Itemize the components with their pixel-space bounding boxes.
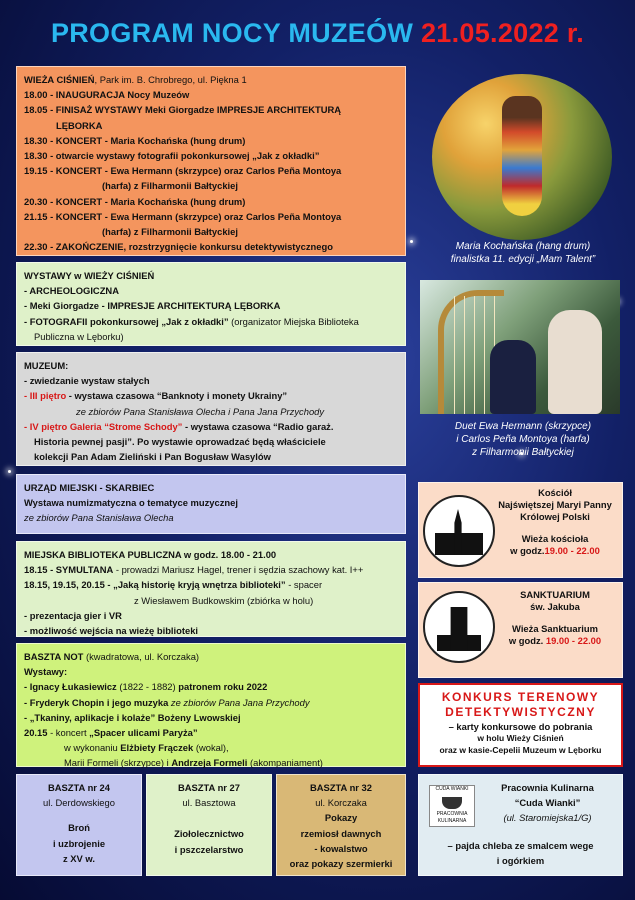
program-line: (harfa) z Filharmonii Bałtyckiej	[102, 226, 238, 238]
water-tower-program-box	[16, 66, 406, 256]
bastion-line: i pszczelarstwo	[174, 843, 244, 855]
concert-note: (wokal),	[193, 742, 229, 754]
box-heading: BASZTA NOT	[24, 651, 84, 662]
collection-note: ze zbiorów Pana Jana Przychody	[168, 696, 310, 708]
box-heading: URZĄD MIEJSKI - SKARBIEC	[24, 482, 155, 493]
exhibition-note: (organizator Miejska Biblioteka	[228, 315, 359, 327]
contest-title: DETEKTYWISTYCZNY	[445, 705, 596, 719]
exhibition-line: - Ignacy Łukasiewicz	[24, 681, 117, 693]
caption-line: Duet Ewa Hermann (skrzypce)	[454, 421, 592, 432]
water-tower-exhibitions-box	[16, 262, 406, 346]
baszta-32-box	[276, 774, 406, 876]
cuda-wianki-logo: CUDA WIANKI PRACOWNIA KULINARNA	[429, 785, 475, 827]
program-line: (harfa) z Filharmonii Bałtyckiej	[102, 180, 238, 192]
box-location: ul. Derdowskiego	[43, 797, 115, 809]
floor-label: - IV piętro Galeria “Strome Schody”	[24, 420, 183, 432]
bastion-line: Pokazy	[324, 812, 358, 824]
program-line: 18.05 - FINISAŻ WYSTAWY Meki Giorgadze IMPRESJE ARCHITEKTURĄ	[24, 104, 342, 116]
museum-line: Historia pewnej pasji”. Po wystawie oprowadzać będą właściciele	[34, 436, 326, 448]
page-title	[0, 18, 635, 49]
workshop-offer: – pajda chleba ze smalcem wege	[447, 839, 594, 851]
church-name: Kościół	[538, 487, 572, 498]
program-line: 19.15 - KONCERT - Ewa Hermann (skrzypce) oraz Carlos Peña Montoya	[24, 165, 342, 177]
box-location: ul. Basztowa	[182, 797, 236, 809]
town-hall-treasury-box	[16, 474, 406, 534]
box-heading: MUZEUM:	[24, 360, 69, 371]
museum-line: - zwiedzanie wystaw stałych	[24, 375, 150, 387]
program-line: 20.30 - KONCERT - Maria Kochańska (hung drum)	[24, 195, 246, 207]
maria-kochanska-photo	[432, 74, 612, 240]
sanctuary-box	[418, 582, 623, 678]
bastion-line: z XV w.	[63, 852, 95, 864]
baszta-24-box	[16, 774, 142, 876]
box-heading: BASZTA nr 24	[48, 782, 110, 793]
workshop-offer: i ogórkiem	[496, 854, 545, 866]
church-name: Królowej Polski	[520, 511, 590, 522]
collection-note: ze zbiorów Pana Stanisława Olecha i Pana Jana Przychody	[76, 405, 325, 417]
performer-figure	[502, 96, 542, 216]
photo-caption	[418, 420, 628, 459]
contest-info: oraz w kasie-Cepelii Muzeum w Lęborku	[439, 744, 602, 755]
performer-name: Elżbiety Frączek	[120, 742, 194, 754]
exhibition-note: Publiczna w Lęborku)	[34, 330, 124, 342]
box-heading: BASZTA nr 27	[178, 782, 240, 793]
box-location: (kwadratowa, ul. Korczaka)	[83, 651, 200, 662]
workshop-name: Pracownia Kulinarna	[501, 782, 594, 793]
contest-info: – karty konkursowe do pobrania	[448, 721, 593, 732]
exhibition-note: (1822 - 1882)	[116, 681, 179, 693]
hours-label: w godz.	[508, 635, 546, 646]
harpist-figure	[490, 340, 536, 414]
contest-title: KONKURS TERENOWY	[441, 690, 600, 704]
tower-label: Wieża kościoła	[521, 533, 589, 544]
program-line: 18.30 - otwarcie wystawy fotografii pokonkursowej „Jak z okładki”	[24, 150, 320, 162]
sanctuary-name: SANKTUARIUM	[520, 589, 590, 600]
program-line: LĘBORKA	[56, 119, 103, 131]
exhibition-line: - „Tkaniny, aplikacje i kolaże”	[24, 711, 156, 723]
program-line: 18.00 - INAUGURACJA Nocy Muzeów	[24, 89, 190, 101]
title-text: PROGRAM NOCY MUZEÓW	[50, 18, 414, 48]
hours-value: 19.00 - 22.00	[545, 635, 602, 646]
sanctuary-name: św. Jakuba	[530, 601, 580, 612]
baszta-not-box	[16, 643, 406, 767]
bastion-line: Ziołolecznictwo	[174, 828, 244, 840]
box-heading: WYSTAWY w WIEŻY CIŚNIEŃ	[24, 270, 155, 281]
museum-line: kolekcji Pan Adam Zieliński i Pan Bogusław Wasylów	[34, 451, 271, 463]
sanctuary-tower-icon	[423, 591, 495, 663]
violinist-figure	[548, 310, 602, 414]
box-location: , Park im. B. Chrobrego, ul. Piękna 1	[94, 74, 247, 85]
detective-contest-box	[418, 683, 623, 767]
workshop-name: “Cuda Wianki”	[514, 797, 581, 809]
floor-label: - III piętro	[24, 390, 67, 402]
library-note: - prowadzi Mariusz Hagel, trener i sędzia szachowy kat. I++	[113, 564, 364, 576]
box-location: ul. Korczaka	[315, 797, 367, 809]
library-line: 18.15 - SYMULTANA	[24, 564, 114, 576]
church-icon	[423, 495, 495, 567]
caption-line: z Filharmonii Bałtyckiej	[472, 447, 574, 458]
exhibition-line: - ARCHEOLOGICZNA	[24, 285, 119, 297]
box-heading: WIEŻA CIŚNIEŃ	[24, 74, 95, 85]
treasury-line: Wystawa numizmatyczna o tematyce muzycznej	[24, 497, 238, 509]
exhibition-line: Bożeny Lwowskiej	[155, 711, 241, 723]
workshop-address: (ul. Staromiejska1/G)	[503, 812, 592, 824]
church-name: Najświętszej Maryi Panny	[498, 499, 612, 510]
duet-photo	[420, 280, 620, 414]
hours-label: w godz.	[510, 545, 545, 556]
star-decoration	[8, 470, 11, 473]
church-box	[418, 482, 623, 578]
tower-label: Wieża Sanktuarium	[512, 623, 598, 634]
library-box	[16, 541, 406, 637]
program-line: 22.30 - ZAKOŃCZENIE, rozstrzygnięcie konkursu detektywistycznego	[24, 241, 333, 253]
caption-line: finalistka 11. edycji „Mam Talent”	[450, 254, 596, 265]
culinary-workshop-box	[418, 774, 623, 876]
box-heading: BASZTA nr 32	[310, 782, 372, 793]
caption-line: Maria Kochańska (hang drum)	[455, 241, 591, 252]
box-heading: MIEJSKA BIBLIOTEKA PUBLICZNA w godz. 18.00 - 21.00	[24, 549, 277, 560]
exhibition-line: - Meki Giorgadze - IMPRESJE ARCHITEKTURĄ LĘBORKA	[24, 300, 281, 312]
museum-box	[16, 352, 406, 466]
concert-time: 20.15	[24, 727, 48, 739]
bastion-line: - kowalstwo	[314, 842, 368, 854]
concert-note: w wykonaniu	[64, 742, 121, 754]
program-line: 21.15 - KONCERT - Ewa Hermann (skrzypce) oraz Carlos Peña Montoya	[24, 210, 342, 222]
hours-value: 19.00 - 22.00	[544, 545, 600, 556]
exhibition-line: - Fryderyk Chopin i jego muzyka	[24, 696, 169, 708]
performer-name: Marii Formeli	[64, 757, 119, 769]
collection-note: ze zbiorów Pana Stanisława Olecha	[24, 512, 174, 524]
museum-line: - wystawa czasowa “Radio garaż.	[182, 420, 334, 432]
program-line: 18.30 - KONCERT - Maria Kochańska (hung drum)	[24, 134, 246, 146]
exhibition-line: patronem roku 2022	[178, 681, 268, 693]
exhibitions-label: Wystawy:	[24, 666, 68, 678]
bastion-line: Broń	[68, 822, 90, 834]
library-line: 18.15, 19.15, 20.15 - „Jaką historię kryją wnętrza biblioteki”	[24, 579, 286, 591]
bastion-line: oraz pokazy szermierki	[289, 858, 393, 870]
concert-title: „Spacer ulicami Paryża”	[89, 727, 198, 739]
exhibition-line: - FOTOGRAFII pokonkursowej „Jak z okładki”	[24, 315, 229, 327]
concert-note: - koncert	[47, 727, 90, 739]
performer-name: Andrzeja Formeli	[171, 757, 248, 769]
contest-info: w holu Wieży Ciśnień	[477, 733, 564, 743]
caption-line: i Carlos Peña Montoya (harfa)	[456, 434, 590, 445]
star-decoration	[410, 240, 413, 243]
library-line: - prezentacja gier i VR	[24, 609, 122, 621]
museum-line: - wystawa czasowa “Banknoty i monety Ukrainy”	[66, 390, 288, 402]
concert-note: (skrzypce) i	[118, 757, 172, 769]
library-note: z Wiesławem Budkowskim (zbiórka w holu)	[134, 594, 314, 606]
baszta-27-box	[146, 774, 272, 876]
title-date: 21.05.2022 r.	[420, 18, 585, 48]
bastion-line: rzemiosł dawnych	[300, 827, 382, 839]
library-line: - możliwość wejścia na wieżę biblioteki	[24, 625, 199, 637]
bastion-line: i uzbrojenie	[52, 837, 106, 849]
photo-caption	[418, 240, 628, 266]
library-note: - spacer	[285, 579, 323, 591]
concert-note: (akompaniament)	[247, 757, 323, 769]
